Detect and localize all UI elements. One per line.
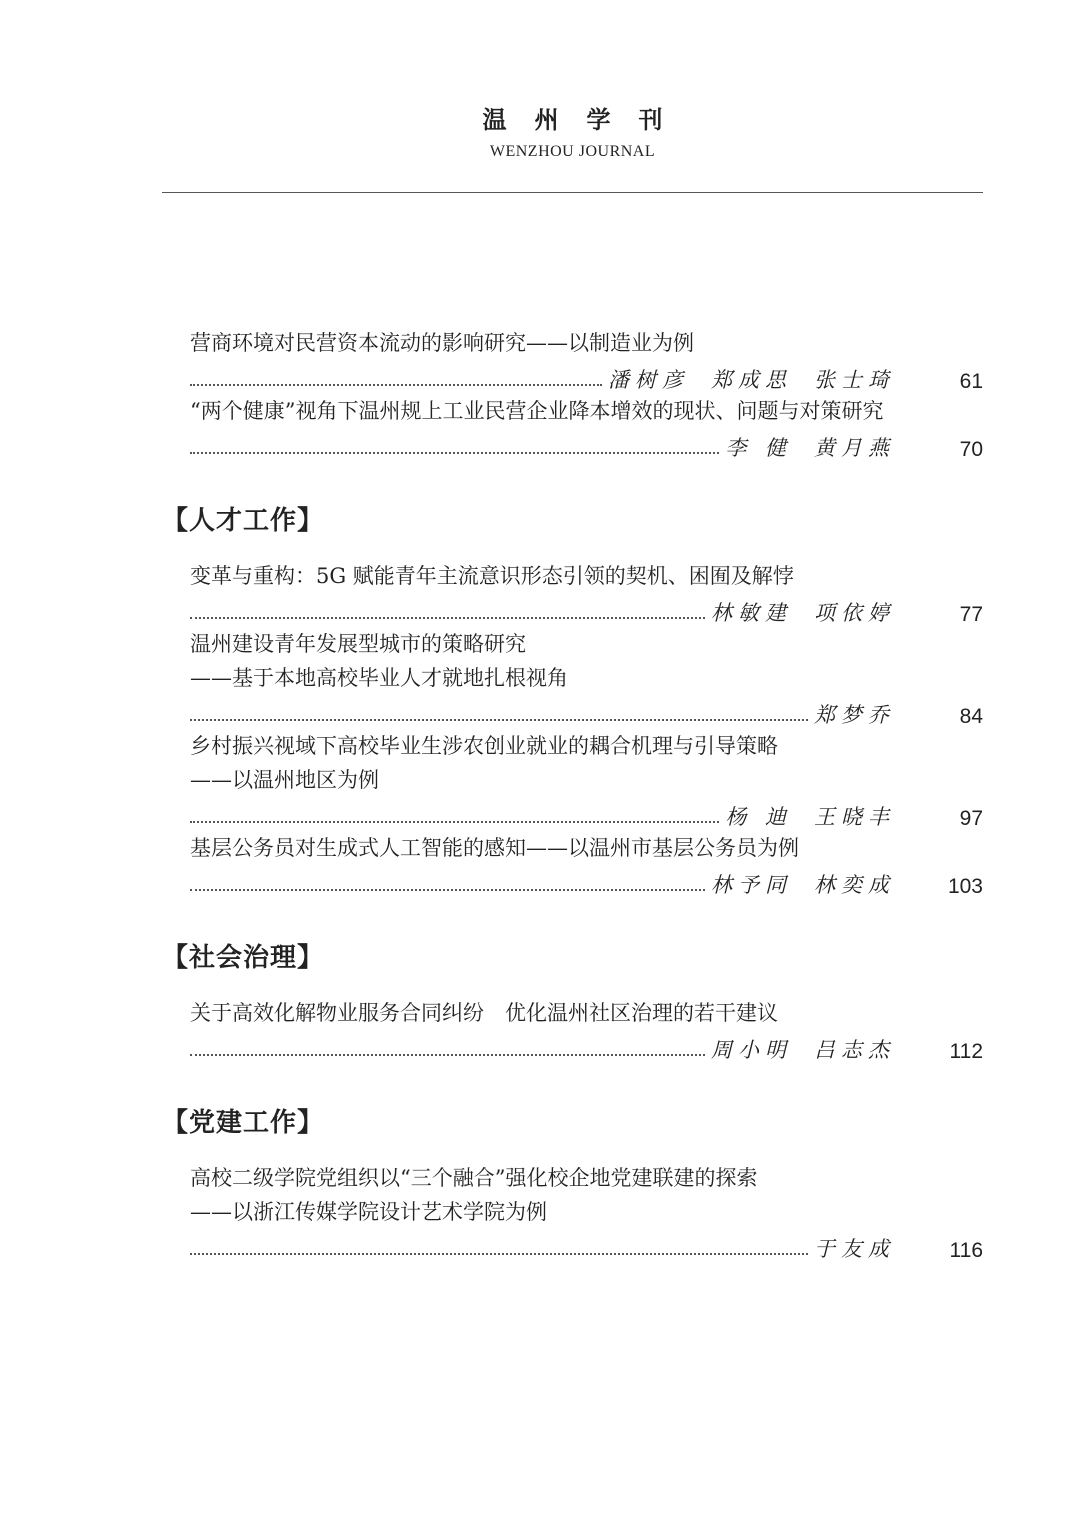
article-byline bbox=[162, 1030, 983, 1064]
article-title: ——以浙江传媒学院设计艺术学院为例 bbox=[190, 1200, 547, 1224]
page-number: 61 bbox=[959, 370, 983, 393]
dot-leader bbox=[190, 1253, 808, 1255]
journal-subtitle: WENZHOU JOURNAL bbox=[489, 143, 656, 160]
journal-header bbox=[0, 100, 1080, 161]
article-authors bbox=[814, 1233, 895, 1263]
author-name: 郑成思 bbox=[711, 368, 792, 392]
article-byline bbox=[162, 865, 983, 899]
article-title: 温州建设青年发展型城市的策略研究 bbox=[190, 632, 526, 656]
toc-entry[interactable] bbox=[162, 831, 983, 899]
author-name: 吕志杰 bbox=[814, 1038, 895, 1062]
page-number: 112 bbox=[949, 1040, 983, 1063]
article-byline bbox=[162, 428, 983, 462]
author-name: 郑梦乔 bbox=[814, 703, 895, 727]
dot-leader bbox=[190, 384, 602, 386]
article-title: ——以温州地区为例 bbox=[190, 768, 379, 792]
article-title: 变革与重构：5G 赋能青年主流意识形态引领的契机、困囿及解悖 bbox=[190, 564, 794, 588]
page-number: 103 bbox=[947, 875, 983, 898]
author-name: 李 健 bbox=[725, 436, 792, 460]
article-title: ——基于本地高校毕业人才就地扎根视角 bbox=[190, 666, 568, 690]
author-name: 林予同 bbox=[711, 873, 792, 897]
article-authors bbox=[814, 699, 895, 729]
journal-title: 温州学刊 bbox=[482, 105, 691, 134]
article-title: 高校二级学院党组织以“三个融合”强化校企地党建联建的探索 bbox=[190, 1166, 758, 1190]
page-number: 116 bbox=[949, 1239, 983, 1262]
author-name: 于友成 bbox=[814, 1237, 895, 1261]
article-authors bbox=[725, 801, 895, 831]
dot-leader bbox=[190, 452, 719, 454]
section-heading: 【人才工作】 bbox=[162, 506, 325, 536]
table-of-contents bbox=[162, 326, 983, 1263]
article-authors bbox=[725, 432, 895, 462]
article-byline bbox=[162, 593, 983, 627]
section-heading: 【社会治理】 bbox=[162, 943, 325, 973]
article-byline bbox=[162, 1229, 983, 1263]
author-name: 林敏建 bbox=[711, 601, 792, 625]
page-number: 84 bbox=[959, 705, 983, 728]
dot-leader bbox=[190, 1054, 705, 1056]
article-byline bbox=[162, 360, 983, 394]
author-name: 张士琦 bbox=[814, 368, 895, 392]
author-name: 项依婷 bbox=[814, 601, 895, 625]
article-title: 营商环境对民营资本流动的影响研究——以制造业为例 bbox=[190, 331, 694, 355]
toc-entry[interactable] bbox=[162, 996, 983, 1064]
toc-entry[interactable] bbox=[162, 394, 983, 462]
page-number: 70 bbox=[959, 438, 983, 461]
author-name: 王晓丰 bbox=[814, 805, 895, 829]
dot-leader bbox=[190, 821, 719, 823]
article-title: 关于高效化解物业服务合同纠纷 优化温州社区治理的若干建议 bbox=[190, 1001, 778, 1025]
article-authors bbox=[711, 597, 895, 627]
toc-entry[interactable] bbox=[162, 559, 983, 627]
author-name: 杨 迪 bbox=[725, 805, 792, 829]
author-name: 黄月燕 bbox=[814, 436, 895, 460]
author-name: 周小明 bbox=[711, 1038, 792, 1062]
article-title: 基层公务员对生成式人工智能的感知——以温州市基层公务员为例 bbox=[190, 836, 799, 860]
toc-entry[interactable] bbox=[162, 627, 983, 729]
article-byline bbox=[162, 797, 983, 831]
header-divider bbox=[162, 192, 983, 193]
toc-entry[interactable] bbox=[162, 729, 983, 831]
page-number: 77 bbox=[959, 603, 983, 626]
author-name: 潘树彦 bbox=[608, 368, 689, 392]
dot-leader bbox=[190, 617, 705, 619]
article-title: “两个健康”视角下温州规上工业民营企业降本增效的现状、问题与对策研究 bbox=[190, 399, 884, 423]
article-authors bbox=[711, 869, 895, 899]
section-heading: 【党建工作】 bbox=[162, 1108, 325, 1138]
dot-leader bbox=[190, 719, 808, 721]
page-number: 97 bbox=[959, 807, 983, 830]
article-authors bbox=[608, 364, 895, 394]
article-title: 乡村振兴视域下高校毕业生涉农创业就业的耦合机理与引导策略 bbox=[190, 734, 778, 758]
author-name: 林奕成 bbox=[814, 873, 895, 897]
article-authors bbox=[711, 1034, 895, 1064]
dot-leader bbox=[190, 889, 705, 891]
toc-entry[interactable] bbox=[162, 326, 983, 394]
article-byline bbox=[162, 695, 983, 729]
toc-entry[interactable] bbox=[162, 1161, 983, 1263]
